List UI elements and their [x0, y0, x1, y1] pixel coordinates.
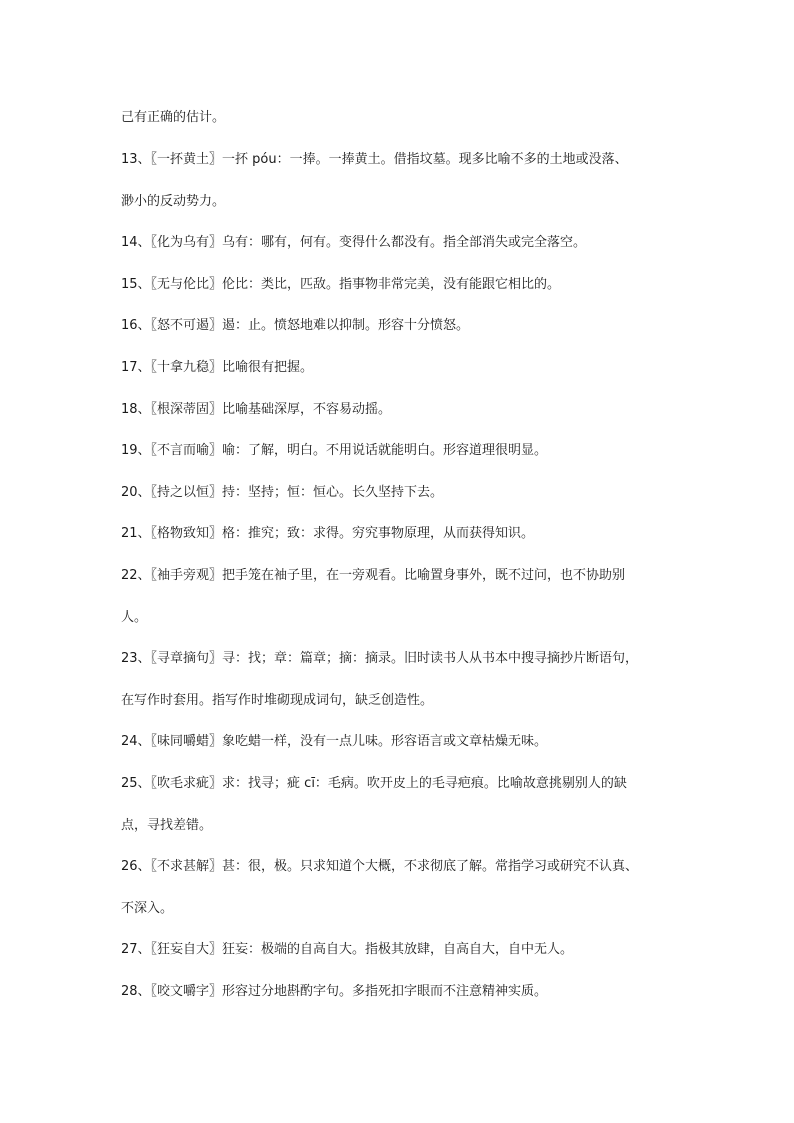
text-line: 己有正确的估计。 [121, 110, 226, 125]
text-line: 21、〖格物致知〗格：推究；致：求得。穷究事物原理，从而获得知识。 [121, 526, 535, 541]
text-line: 22、〖袖手旁观〗把手笼在袖子里，在一旁观看。比喻置身事外，既不过问，也不协助别 [121, 568, 626, 583]
text-line: 25、〖吹毛求疵〗求：找寻；疵 cī：毛病。吹开皮上的毛寻疤痕。比喻故意挑剔别人的缺 [121, 776, 627, 791]
text-line: 渺小的反动势力。 [121, 194, 226, 209]
text-line: 14、〖化为乌有〗乌有：哪有，何有。变得什么都没有。指全部消失或完全落空。 [121, 235, 587, 250]
text-line: 点，寻找差错。 [121, 818, 213, 833]
text-line: 17、〖十拿九稳〗比喻很有把握。 [121, 360, 314, 375]
text-line: 23、〖寻章摘句〗寻：找；章：篇章；摘：摘录。旧时读书人从书本中搜寻摘抄片断语句， [121, 651, 639, 666]
text-line: 26、〖不求甚解〗甚：很，极。只求知道个大概，不求彻底了解。常指学习或研究不认真、 [121, 859, 639, 874]
text-line: 18、〖根深蒂固〗比喻基础深厚，不容易动摇。 [121, 402, 392, 417]
text-line: 20、〖持之以恒〗持：坚持；恒：恒心。长久坚持下去。 [121, 485, 444, 500]
text-line: 不深入。 [121, 901, 174, 916]
text-line: 19、〖不言而喻〗喻：了解，明白。不用说话就能明白。形容道理很明显。 [121, 443, 548, 458]
text-line: 27、〖狂妄自大〗狂妄：极端的自高自大。指极其放肆，自高自大，自中无人。 [121, 942, 574, 957]
text-line: 16、〖怒不可遏〗遏：止。愤怒地难以抑制。形容十分愤怒。 [121, 318, 470, 333]
text-line: 13、〖一抔黄土〗一抔 póu：一捧。一捧黄土。借指坟墓。现多比喻不多的土地或没落、 [121, 152, 628, 167]
text-line: 24、〖味同嚼蜡〗象吃蜡一样，没有一点儿味。形容语言或文章枯燥无味。 [121, 734, 548, 749]
text-line: 在写作时套用。指写作时堆砌现成词句，缺乏创造性。 [121, 693, 434, 708]
text-line: 15、〖无与伦比〗伦比：类比，匹敌。指事物非常完美，没有能跟它相比的。 [121, 277, 561, 292]
text-line: 人。 [121, 610, 148, 625]
text-line: 28、〖咬文嚼字〗形容过分地斟酌字句。多指死扣字眼而不注意精神实质。 [121, 984, 548, 999]
